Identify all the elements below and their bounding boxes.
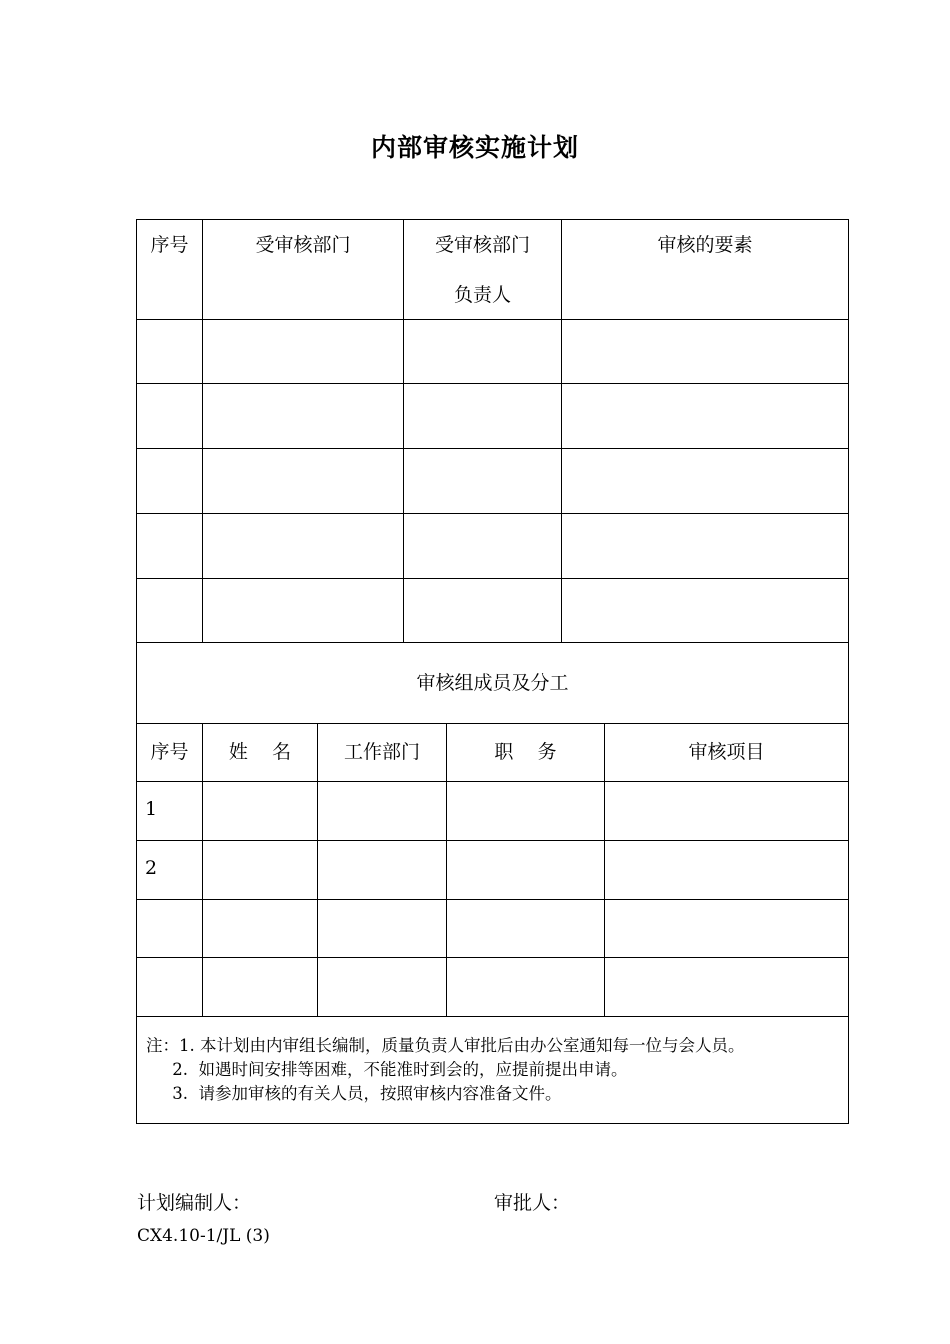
table2-row-number: 2: [145, 857, 158, 880]
table1-header-audit-elements: 审核的要素: [657, 234, 753, 256]
table2-header-name: 姓 名: [228, 741, 292, 764]
table2-row-line: [136, 781, 849, 782]
table1-header-serial: 序号: [150, 234, 189, 256]
table2-bottom-line: [136, 1016, 849, 1017]
notes-block: [146, 1034, 745, 1106]
table1-row-line: [136, 448, 849, 449]
document-code: CX4.10-1/JL (3): [137, 1226, 270, 1246]
table2-header-position: 职 务: [494, 741, 557, 764]
table1-row-line: [136, 319, 849, 320]
table1-col-line: [561, 219, 562, 643]
section-title: 审核组成员及分工: [416, 671, 569, 694]
table1-col-line: [202, 219, 203, 643]
table-border-top: [136, 219, 849, 220]
table1-header-dept-head-line2: 负责人: [453, 284, 511, 306]
preparer-label: 计划编制人：: [137, 1192, 252, 1214]
note-line: 2. 如遇时间安排等困难，不能准时到会的，应提前提出申请。: [146, 1060, 628, 1079]
table2-header-serial: 序号: [150, 741, 189, 764]
page-title: 内部审核实施计划: [370, 133, 579, 162]
table1-header-department: 受审核部门: [255, 234, 351, 256]
table-border-bottom: [136, 1123, 849, 1124]
table2-header-work-dept: 工作部门: [343, 741, 420, 764]
note-line: 3. 请参加审核的有关人员，按照审核内容准备文件。: [146, 1084, 562, 1103]
table1-header-dept-head-line1: 受审核部门: [434, 234, 530, 256]
table2-row-line: [136, 840, 849, 841]
table1-row-line: [136, 383, 849, 384]
table-border-right: [848, 219, 849, 1124]
table1-row-line: [136, 578, 849, 579]
table2-row-line: [136, 957, 849, 958]
table2-header-audit-items: 审核项目: [688, 741, 765, 764]
table2-row-line: [136, 899, 849, 900]
table2-row-number: 1: [145, 798, 158, 821]
table1-row-line: [136, 513, 849, 514]
note-line: 注：1. 本计划由内审组长编制，质量负责人审批后由办公室通知每一位与会人员。: [146, 1036, 745, 1055]
approver-label: 审批人：: [494, 1192, 571, 1214]
table1-col-line: [403, 219, 404, 643]
